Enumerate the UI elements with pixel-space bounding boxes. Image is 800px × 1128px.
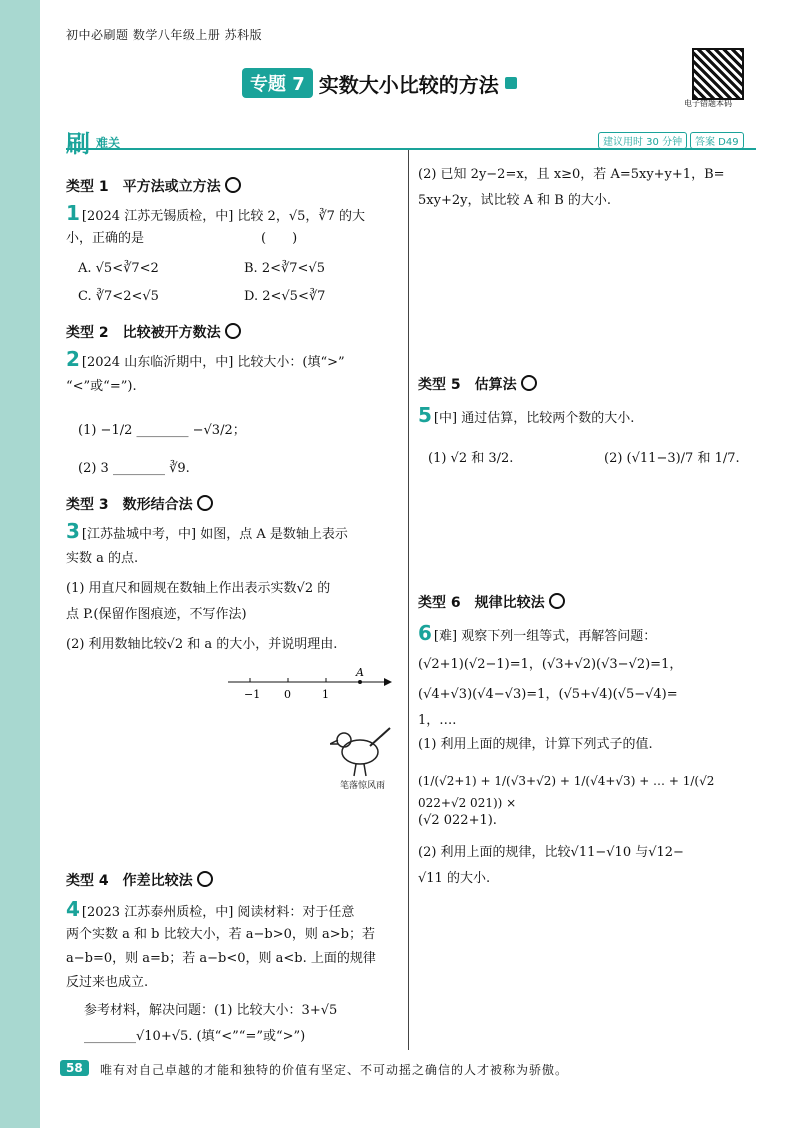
option-c: C. ∛7<2<√5 [78, 289, 159, 304]
target-icon [225, 323, 241, 339]
question-4-line5: 参考材料，解决问题：(1) 比较大小：3+√5 [84, 1003, 338, 1018]
question-4-line3: a−b=0，则 a=b；若 a−b<0，则 a<b. 上面的规律 [66, 951, 376, 966]
question-3-part1: (1) 用直尺和圆规在数轴上作出表示实数√2 的 [66, 581, 331, 596]
point-label: A [356, 668, 364, 679]
question-5-part2: (2) (√11−3)/7 和 1/7. [604, 451, 740, 466]
arrow-icon [384, 678, 392, 686]
question-6-line2: (√2+1)(√2−1)=1，(√3+√2)(√3−√2)=1， [418, 657, 683, 672]
target-icon [197, 871, 213, 887]
question-2-part1: (1) −1/2 ________ −√3/2； [78, 423, 246, 438]
answer-ref: 答案 D49 [690, 132, 744, 149]
section-type-3 [66, 494, 398, 514]
section-title: 类型 2 比较被开方数法 [66, 325, 221, 341]
question-4-line4: 反过来也成立. [66, 975, 149, 990]
section-type-6 [418, 592, 754, 612]
topic-title-text: 实数大小比较的方法 [318, 72, 499, 97]
question-3-part1b: 点 P.(保留作图痕迹，不写作法) [66, 607, 247, 622]
question-number: 4 [66, 897, 80, 921]
question-4-line6: ________√10+√5. (填“<”“=”或“>”) [84, 1029, 306, 1044]
target-icon [225, 177, 241, 193]
question-text: [2024 山东临沂期中，中] 比较大小：(填“>” [81, 355, 345, 370]
target-icon [549, 593, 565, 609]
question-1 [66, 202, 398, 228]
point-a [358, 680, 362, 684]
question-5-part1: (1) √2 和 3/2. [428, 451, 514, 466]
question-3-part2: (2) 利用数轴比较√2 和 a 的大小，并说明理由. [66, 637, 338, 652]
question-6-part2-line2: √11 的大小. [418, 871, 491, 886]
question-6-part1: (1) 利用上面的规律，计算下列式子的值. [418, 737, 653, 752]
question-6-part2-line1: (2) 利用上面的规律，比较√11−√10 与√12− [418, 845, 684, 860]
question-number: 6 [418, 621, 432, 645]
tick-label: −1 [244, 688, 261, 701]
target-icon [197, 495, 213, 511]
section-type-1 [66, 176, 398, 196]
question-1-line2: 小，正确的是 ( ) [66, 231, 298, 246]
target-icon [521, 375, 537, 391]
question-4 [66, 898, 398, 924]
number-line [228, 668, 392, 704]
question-text: [江苏盐城中考，中] 如图，点 A 是数轴上表示 [81, 527, 348, 542]
question-4-part2-line1: (2) 已知 2y−2=x，且 x≥0，若 A=5xy+y+1，B= [418, 167, 725, 182]
topic-title [242, 68, 517, 98]
question-text: [中] 通过估算，比较两个数的大小. [433, 411, 635, 426]
question-6-expression2: (√2 022+1). [418, 813, 497, 828]
question-6-line4: 1，…. [418, 713, 457, 728]
section-title: 类型 4 作差比较法 [66, 873, 193, 889]
question-5 [418, 404, 754, 430]
qr-label: 电子错题本码 [684, 99, 732, 108]
topic-tag: 专题 7 [242, 68, 313, 98]
question-2-part2: (2) 3 ________ ∛9. [78, 461, 190, 476]
question-number: 1 [66, 201, 80, 225]
bird-caption: 笔落惊风雨 [340, 781, 386, 791]
question-4-part2-line2: 5xy+2y，试比较 A 和 B 的大小. [418, 193, 612, 208]
option-d: D. 2<√5<∛7 [244, 289, 326, 304]
section-title: 类型 5 估算法 [418, 377, 517, 393]
section-title: 类型 3 数形结合法 [66, 497, 193, 513]
question-number: 5 [418, 403, 432, 427]
qr-code-icon[interactable] [692, 48, 744, 100]
question-text: [2024 江苏无锡质检，中] 比较 2，√5，∛7 的大 [81, 209, 366, 224]
section-title: 类型 1 平方法或立方法 [66, 179, 221, 195]
section-title: 类型 6 规律比较法 [418, 595, 545, 611]
shua-label: 刷 [66, 130, 90, 158]
section-type-4 [66, 870, 398, 890]
option-b: B. 2<∛7<√5 [244, 261, 325, 276]
question-2 [66, 348, 398, 374]
tick-label: 1 [322, 688, 329, 701]
column-divider [408, 150, 409, 1050]
question-2-line2: “<”或“=”). [66, 379, 137, 394]
question-number: 3 [66, 519, 80, 543]
question-3 [66, 520, 398, 546]
tick-label: 0 [284, 688, 291, 701]
question-6-line3: (√4+√3)(√4−√3)=1，(√5+√4)(√5−√4)= [418, 687, 678, 702]
question-6-expression: (1/(√2+1) + 1/(√3+√2) + 1/(√4+√3) + … + 1/(√2 022+√2 021)) × [418, 774, 715, 810]
suggested-time: 建议用时 30 分钟 [598, 132, 687, 149]
question-6 [418, 622, 754, 648]
level-label: 难关 [96, 136, 121, 150]
footer-motto: 唯有对自己卓越的才能和独特的价值有坚定、不可动摇之确信的人才被称为骄傲。 [100, 1063, 569, 1077]
question-3-line2: 实数 a 的点. [66, 551, 139, 566]
question-4-line2: 两个实数 a 和 b 比较大小，若 a−b>0，则 a>b；若 [66, 927, 375, 942]
section-type-5 [418, 374, 754, 394]
book-header: 初中必刷题 数学八年级上册 苏科版 [66, 28, 263, 42]
question-text: [难] 观察下列一组等式，再解答问题： [433, 629, 657, 644]
option-a: A. √5<∛7<2 [78, 261, 159, 276]
page-number: 58 [60, 1060, 89, 1076]
puzzle-icon [505, 77, 517, 89]
question-text: [2023 江苏泰州质检，中] 阅读材料：对于任意 [81, 905, 355, 920]
question-number: 2 [66, 347, 80, 371]
section-type-2 [66, 322, 398, 342]
